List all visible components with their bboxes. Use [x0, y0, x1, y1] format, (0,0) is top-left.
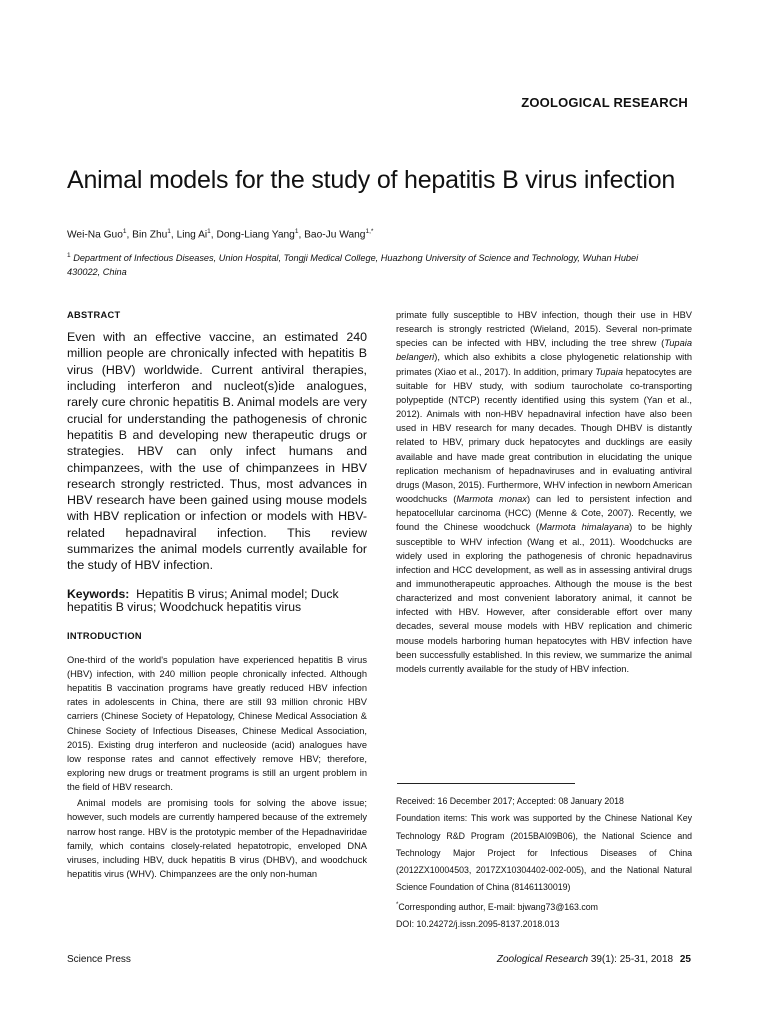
corresponding-marker: *	[396, 901, 399, 908]
author-name: Bin Zhu	[132, 229, 168, 241]
footnotes	[396, 793, 692, 933]
intro-paragraph-2: Animal models are promising tools for solving the above issue; however, such models are currently hampered because of the extremely narrow host range. HBV is the prototypic member of the Hepadnaviridae family, which contains closely-related hepatotropic, enveloped DNA viruses, including HBV, duck hepatitis B virus (DHBV), and woodchuck hepatitis virus (WHV). Chimpanzees are the only non-human	[67, 798, 367, 880]
author-affiliation-marker: 1	[167, 228, 171, 235]
footnote-divider	[397, 783, 575, 784]
keywords	[67, 588, 367, 615]
affiliation-marker: 1	[67, 252, 71, 259]
author-name: Wei-Na Guo	[67, 229, 123, 241]
doi: DOI: 10.24272/j.issn.2095-8137.2018.013	[396, 919, 560, 929]
journal-name: ZOOLOGICAL RESEARCH	[521, 95, 688, 110]
abstract-heading: ABSTRACT	[67, 310, 121, 320]
page-number: 25	[679, 954, 691, 965]
author-affiliation-marker: 1,*	[365, 228, 374, 235]
right-column	[396, 308, 692, 676]
keywords-text: Hepatitis B virus; Animal model; Duck hepatitis B virus; Woodchuck hepatitis virus	[67, 586, 339, 615]
author-affiliation-marker: 1	[207, 228, 211, 235]
left-column	[67, 308, 367, 881]
species-name: Tupaia	[595, 366, 624, 377]
affiliation-line-2: 430022, China	[67, 267, 127, 278]
species-name: Marmota himalayana	[539, 522, 630, 533]
keywords-label: Keywords:	[67, 586, 130, 601]
abstract-body: Even with an effective vaccine, an estimated 240 million people are chronically infected with hepatitis B virus (HBV) worldwide. Current antiviral therapies, including interferon and nucleot(s)ide analogues, rarely cure chronic hepatitis B. Animal models are very crucial for understanding the pathogenesis of chronic hepatitis B and developing new therapeutic drugs or strategies. HBV can only infect humans and chimpanzees, with the use of chimpanzees in HBV research strongly restricted. Thus, most advances in HBV research have been gained using mouse models with HBV replication or infection or models with HBV-related hepadnaviral infection. This review summarizes the animal models currently available for the study of HBV infection.	[67, 330, 367, 573]
author-affiliation-marker: 1	[294, 228, 299, 235]
species-name: Marmota monax	[456, 494, 527, 505]
author-name: Ling Ai	[176, 229, 208, 241]
author-name: Dong-Liang Yang	[216, 229, 295, 241]
intro-paragraph-1: One-third of the world's population have experienced hepatitis B virus (HBV) infection, with 240 million people chronically infected. Although hepatitis B vaccination programs have greatly reduced HBV infection rates in adolescents in China, there are still 93 million chronic HBV carriers (Chinese Society of Hepatology, Chinese Medical Association & Chinese Society of Infectious Diseases, Chinese Medical Association, 2015). Existing drug interferon and nucleoside (acid) analogues have low response rates and cannot effectively remove HBV; therefore, exploring new drugs or treatment programs is still an urgent problem in the field of HBV research.	[67, 654, 367, 793]
author-name: Bao-Ju Wang	[304, 229, 366, 241]
article-title: Animal models for the study of hepatitis B virus infection	[67, 166, 676, 194]
intro-paragraph-2-continued: primate fully susceptible to HBV infection, though their use in HBV research is strongly restricted (Wieland, 2015). Several non-primate species can be infected with HBV, including the tree shrew (Tupaia belangeri), which also exhibits a close phylogenetic relationship with primates (Xiao et al., 2017). In addition, primary Tupaia hepatocytes are suitable for HBV study, with sodium taurocholate co-transporting polypeptide (NTCP) recently identified using this system (Yan et al., 2012). Animals with non-HBV hepadnaviral infection have also been used in HBV research for many decades. Though DHBV is distantly related to HBV, primary duck hepatocytes and ducklings are easily available and have made great contribution in elucidating the unique replication mechanism of hepadnaviruses and in evaluating antiviral drugs (Mason, 2015). Furthermore, WHV infection in newborn American woodchucks (Marmota monax) can led to persistent infection and hepatocellular carcinoma (HCC) (Menne & Cote, 2007). Recently, we found the Chinese woodchuck (Marmota himalayana) to be highly susceptible to WHV infection (Wang et al., 2011). Woodchucks are widely used in exploring the pathogenesis of chronic hepadnavirus infection and HCC development, as well as in assessing antiviral drugs and immunotherapeutic approaches. Although the mouse is the best characterized and most convenient laboratory animal, it cannot be infected with HBV. However, after considerable effort over many decades, several mouse models with HBV replication and chimeric mouse models harboring human hepatocytes with HBV infection have been successfully established. In this review, we summarize the animal models currently available for the study of HBV infection.	[396, 310, 692, 674]
footer-journal: Zoological Research	[496, 954, 589, 965]
funding-note: Foundation items: This work was supported by the Chinese National Key Technology R&D Program (2015BAI09B06), the National Science and Technology Major Project for Infectious Diseases of China (2012ZX10004503, 2017ZX10304402-002-005), and the National Natural Science Foundation of China (81461130019)	[396, 813, 692, 893]
species-name: Tupaia belangeri	[396, 338, 692, 363]
introduction-heading: INTRODUCTION	[67, 630, 142, 641]
author-affiliation-marker: 1	[122, 228, 127, 235]
footer-citation	[497, 954, 691, 965]
corresponding-email: Corresponding author, E-mail: bjwang73@163.com	[398, 901, 598, 912]
footer-volume: 39(1): 25-31, 2018	[590, 954, 674, 965]
footer-publisher: Science Press	[67, 954, 131, 965]
received-dates: Received: 16 December 2017; Accepted: 08 January 2018	[396, 796, 624, 806]
affiliation	[67, 249, 693, 279]
affiliation-line-1: Department of Infectious Diseases, Union Hospital, Tongji Medical College, Huazhong University of Science and Technology, Wuhan Hubei	[73, 253, 639, 264]
corresponding-author	[396, 897, 692, 916]
author-list: Wei-Na Guo$^1$, Bin Zhu$^1$, Ling Ai$^1$, Dong-Liang Yang$^1$, Bao-Ju Wang$^{1,*}$	[67, 228, 374, 241]
